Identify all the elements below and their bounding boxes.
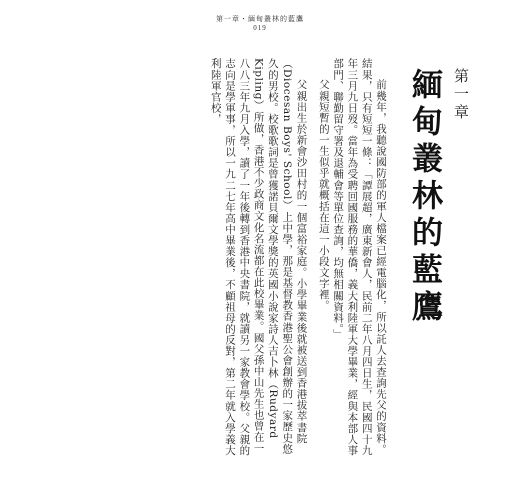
chapter-title: 緬甸叢林的藍鷹 (406, 68, 442, 327)
running-head: 第一章・緬甸叢林的藍鷹 (216, 15, 304, 23)
paragraph: 前幾年，我聽說國防部的軍人檔案已經電腦化，所以託人去查詢先父的資料。結果，只有短短一條：「譚展超，廣東新會人，民前二年八月四日生，民國四十九年三月九日歿。當年為受聘回國服務的華僑，義大利陸軍大學畢業，經與本部人事部門、聯勤留守署及退輔會等單位查詢，均無相關資料。」 (332, 58, 387, 456)
page-number: 019 (253, 24, 267, 32)
chapter-heading (402, 68, 472, 327)
body-text (208, 58, 388, 462)
chapter-number: 第一章 (452, 68, 470, 122)
paragraph: 父親短暫的一生似乎就概括在這一小段文字裡。 (317, 79, 330, 312)
paragraph: 父親出生於新會沙田村的一個富裕家庭。小學畢業後就被送到香港拔萃書院（Diocesan Boys' School）上中學，那是基督教香港聖公會創辦的一家歷史悠久的男校。校歌歌詞是曾獲諾貝爾文學獎的英國小說家詩人吉卜林（Rudyard Kipling）所做，香港不少政商文化名流都在此校畢業。國父孫中山先生也曾在一八八三年九月入學，讀了一年後轉到香港中央書院，就讀另一家教會學校。父親的志向是學軍事，所以一九二七年高中畢業後，不顧祖母的反對，第二年就入學義大利陸軍官校， (209, 58, 308, 456)
